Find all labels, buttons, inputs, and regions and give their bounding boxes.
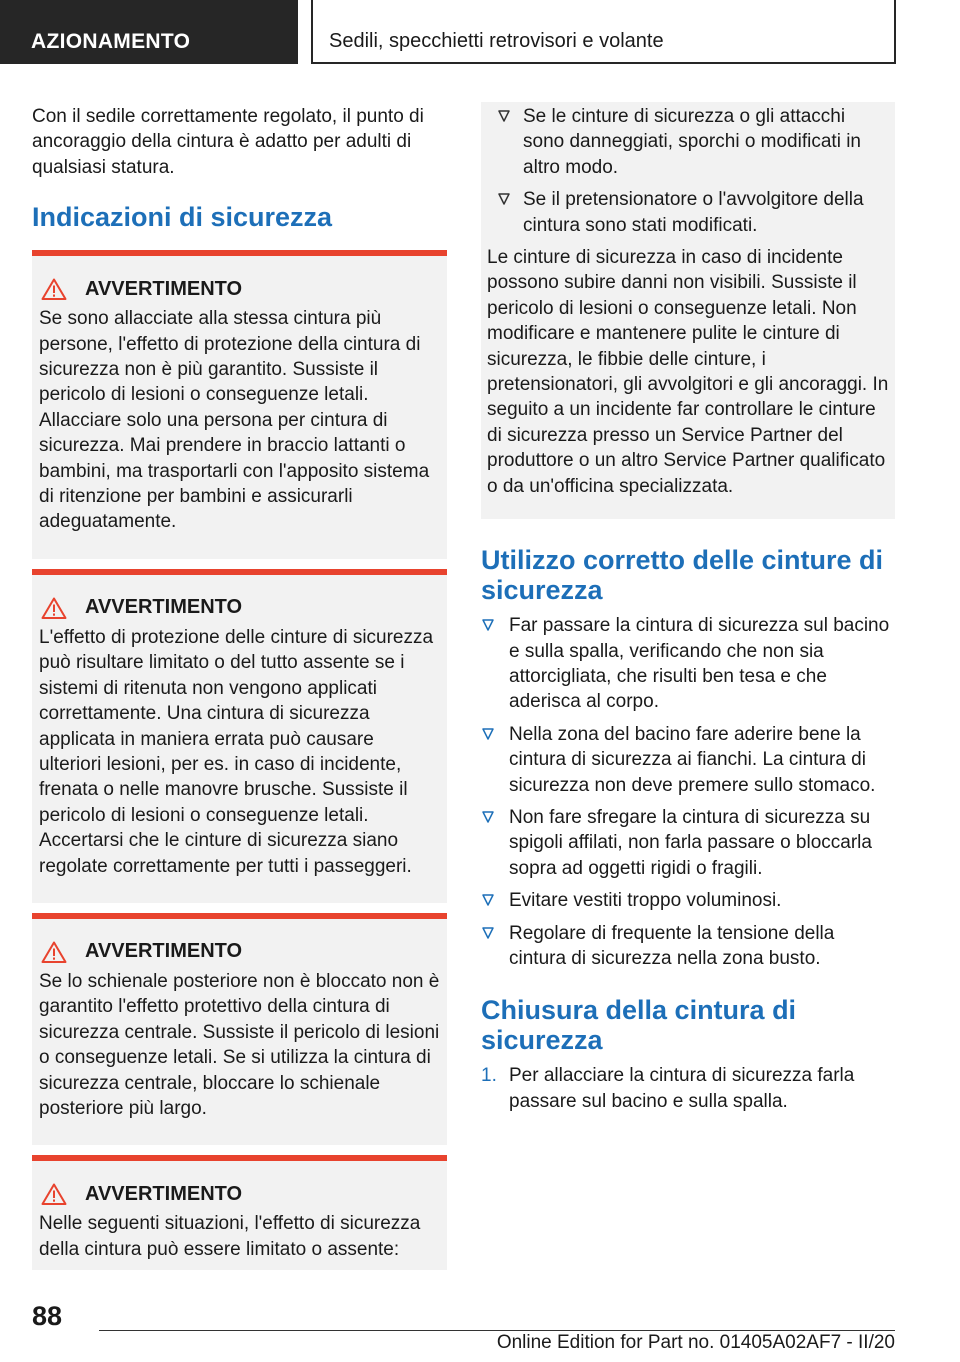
- warning-title: [39, 276, 441, 302]
- list-item: [487, 187, 889, 238]
- list-item-text: Evitare vestiti troppo voluminosi.: [509, 890, 782, 912]
- list-item: [481, 722, 895, 798]
- list-item: [481, 613, 895, 715]
- step-text: Per allacciare la cintura di sicurezza farla passare sul bacino e sulla spalla.: [509, 1065, 855, 1112]
- list-item: [487, 104, 889, 180]
- header-section-tab: AZIONAMENTO: [0, 0, 298, 64]
- warning-triangle-icon: [41, 1183, 67, 1205]
- page-number: 88: [32, 1301, 63, 1331]
- heading-correct-usage: Utilizzo corretto delle cinture di sicurezza: [481, 545, 884, 606]
- warning-triangle-icon: [41, 597, 67, 619]
- warning-title-text: AVVERTIMENTO: [85, 596, 243, 619]
- footer-edition: Online Edition for Part no. 01405A02AF7 - II/20: [496, 1332, 895, 1353]
- list-item-text: Far passare la cintura di sicurezza sul bacino e sulla spalla, verificando che non sia attorcigliata, che risulti ben tesa e che aderisca al corpo.: [509, 615, 890, 713]
- bullet-triangle-icon: [481, 925, 495, 941]
- continued-bullet-list: [487, 104, 889, 238]
- bullet-triangle-icon: [481, 892, 495, 908]
- step-item: [481, 1063, 895, 1114]
- bullet-triangle-icon: [497, 108, 511, 124]
- list-item-text: Se il pretensionatore o l'avvolgitore della cintura sono stati modificati.: [523, 189, 864, 236]
- warning-continuation-box: [481, 102, 895, 519]
- warning-text: Se lo schienale posteriore non è bloccato non è garantito l'effetto protettivo della cintura di sicurezza centrale. Sussiste il pericolo di lesioni o conseguenze letali. Se si utilizza la cintura di sicurezza centrale, bloccare lo schienale posteriore più largo.: [39, 970, 440, 1119]
- list-item-text: Se le cinture di sicurezza o gli attacchi sono danneggiati, sporchi o modificati in altro modo.: [523, 106, 861, 178]
- heading-closing-belt: Chiusura della cintura di sicurezza: [481, 995, 797, 1056]
- warning-title-text: AVVERTIMENTO: [85, 940, 243, 963]
- list-item-text: Regolare di frequente la tensione della cintura di sicurezza nella zona busto.: [509, 922, 835, 969]
- header-chapter-title: Sedili, specchietti retrovisori e volante: [311, 0, 896, 64]
- warning-box-3: [32, 913, 447, 1145]
- warning-triangle-icon: [41, 278, 67, 300]
- bullet-triangle-icon: [497, 191, 511, 207]
- warning-text: L'effetto di protezione delle cinture di sicurezza può risultare limitato o del tutto assente se i sistemi di ritenuta non vengono applicati correttamente. Una cintura di sicurezza applicata in maniera errata può causare ulteriori lesioni, per es. in caso di incidente, frenata o nelle manovre brusche. Sussiste il pericolo di lesioni o conseguenze letali. Accertarsi che le cinture di sicurezza siano regolate correttamente per tutti i passeggeri.: [39, 626, 434, 877]
- list-item-text: Nella zona del bacino fare aderire bene la cintura di sicurezza ai fianchi. La cintura di sicurezza non deve premere sullo stomaco.: [509, 723, 876, 796]
- warning-title: [39, 595, 441, 621]
- intro-paragraph: Con il sedile correttamente regolato, il punto di ancoraggio della cintura è adatto per adulti di qualsiasi statura.: [32, 106, 424, 178]
- left-column: [32, 104, 447, 1270]
- heading-safety: Indicazioni di sicurezza: [32, 202, 333, 233]
- warning-triangle-icon: [41, 941, 67, 963]
- step-number: 1.: [481, 1065, 497, 1087]
- warning-box-1: [32, 250, 447, 559]
- warning-box-4: [32, 1155, 447, 1270]
- warning-title: [39, 939, 441, 965]
- warning-title: [39, 1181, 441, 1207]
- warning-box-2: [32, 569, 447, 903]
- list-item: [481, 921, 895, 972]
- steps-list: [481, 1063, 895, 1114]
- list-item: [481, 888, 895, 913]
- bullet-triangle-icon: [481, 617, 495, 633]
- footer-divider: [99, 1330, 895, 1331]
- usage-bullet-list: [481, 613, 895, 971]
- warning-title-text: AVVERTIMENTO: [85, 1182, 243, 1205]
- right-column: [481, 102, 895, 1114]
- list-item: [481, 805, 895, 881]
- continued-warning-text: Le cinture di sicurezza in caso di incidente possono subire danni non visibili. Sussiste il pericolo di lesioni o conseguenze letali. Non modificare e mantenere pulite le cinture di sicurezza, le fibbie delle cinture, i pretensionatori, gli avvolgitori e gli ancoraggi. In seguito a un incidente far controllare le cinture di sicurezza presso un Service Partner del produttore o un altro Service Partner qualificato o da un'officina specializzata.: [487, 247, 889, 497]
- warning-title-text: AVVERTIMENTO: [85, 277, 243, 300]
- warning-text: Nelle seguenti situazioni, l'effetto di sicurezza della cintura può essere limitato o assente:: [39, 1213, 421, 1260]
- bullet-triangle-icon: [481, 726, 495, 742]
- list-item-text: Non fare sfregare la cintura di sicurezza su spigoli affilati, non farla passare o bloccarla sopra ad oggetti rigidi o fragili.: [509, 806, 872, 879]
- warning-text: Se sono allacciate alla stessa cintura più persone, l'effetto di protezione della cintura di sicurezza non è più garantito. Sussiste il pericolo di lesioni o conseguenze letali. Allacciare solo una persona per cintura di sicurezza. Mai prendere in braccio lattanti o bambini, ma trasportarli con l'apposito sistema di ritenzione per bambini e assicurarli adeguatamente.: [39, 308, 430, 533]
- bullet-triangle-icon: [481, 809, 495, 825]
